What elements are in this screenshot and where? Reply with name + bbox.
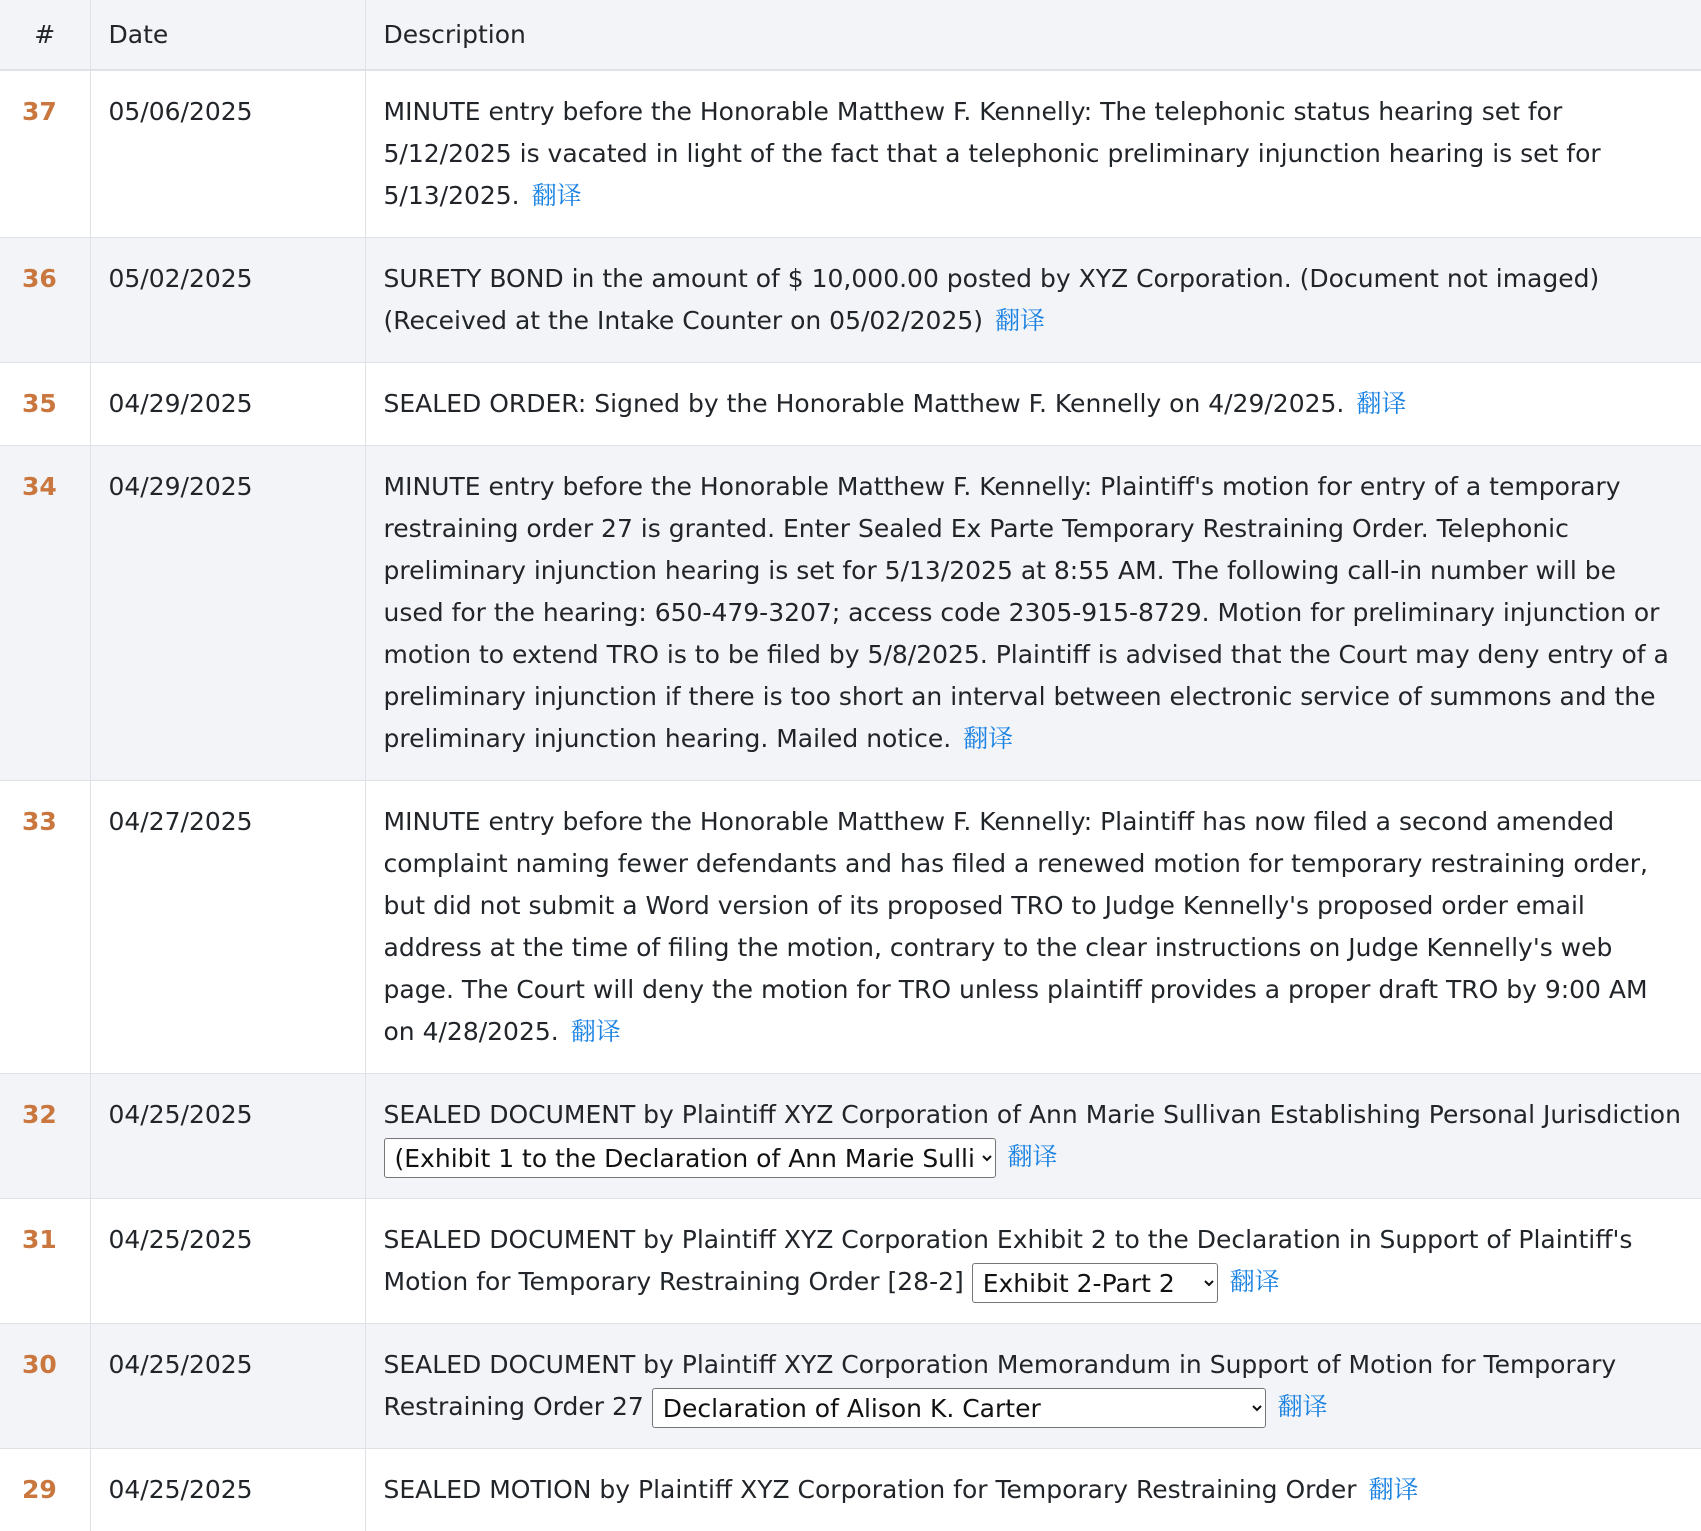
entry-date: 04/25/2025 — [90, 1074, 365, 1199]
entry-number: 35 — [0, 363, 90, 446]
entry-description — [365, 70, 1701, 238]
entry-description — [365, 1199, 1701, 1324]
table-row — [0, 446, 1701, 781]
attachment-select[interactable] — [384, 1138, 996, 1178]
entry-description — [365, 363, 1701, 446]
entry-text: MINUTE entry before the Honorable Matthew F. Kennelly: The telephonic status hearing set for 5/12/2025 is vacated in light of the fact that a telephonic preliminary injunction hearing is set for 5/13/2025. — [384, 97, 1601, 210]
entry-date: 04/25/2025 — [90, 1449, 365, 1531]
table-row — [0, 238, 1701, 363]
entry-number: 34 — [0, 446, 90, 781]
table-row — [0, 1074, 1701, 1199]
translate-link[interactable]: 翻译 — [1007, 1142, 1057, 1171]
attachment-select[interactable] — [652, 1388, 1266, 1428]
entry-date: 04/27/2025 — [90, 781, 365, 1074]
table-row — [0, 781, 1701, 1074]
translate-link[interactable]: 翻译 — [571, 1017, 621, 1046]
entry-description — [365, 446, 1701, 781]
entry-number: 37 — [0, 70, 90, 238]
entry-description — [365, 238, 1701, 363]
table-row — [0, 1199, 1701, 1324]
translate-link[interactable]: 翻译 — [1278, 1392, 1328, 1421]
entry-description — [365, 1074, 1701, 1199]
translate-link[interactable]: 翻译 — [532, 181, 582, 210]
attachment-select[interactable] — [972, 1263, 1218, 1303]
translate-link[interactable]: 翻译 — [1356, 389, 1406, 418]
entry-number: 30 — [0, 1324, 90, 1449]
table-header-row — [0, 0, 1701, 70]
entry-text: MINUTE entry before the Honorable Matthew F. Kennelly: Plaintiff's motion for entry of a temporary restraining order 27 is granted. Enter Sealed Ex Parte Temporary Restraining Order. Telephonic preliminary injunction hearing is set for 5/13/2025 at 8:55 AM. The following call-in number will be used for the hearing: 650-479-3207; access code 2305-915-8729. Motion for preliminary injunction or motion to extend TRO is to be filed by 5/8/2025. Plaintiff is advised that the Court may deny entry of a preliminary injunction if there is too short an interval between electronic service of summons and the preliminary injunction hearing. Mailed notice. — [384, 472, 1669, 753]
entry-date: 04/25/2025 — [90, 1324, 365, 1449]
entry-text: SURETY BOND in the amount of $ 10,000.00 posted by XYZ Corporation. (Document not imaged) (Received at the Intake Counter on 05/02/2025) — [384, 264, 1600, 335]
entry-text: SEALED DOCUMENT by Plaintiff XYZ Corporation of Ann Marie Sullivan Establishing Personal Jurisdiction — [384, 1100, 1681, 1129]
header-description: Description — [365, 0, 1701, 70]
entry-date: 05/02/2025 — [90, 238, 365, 363]
entry-number: 31 — [0, 1199, 90, 1324]
translate-link[interactable]: 翻译 — [1368, 1475, 1418, 1504]
header-date: Date — [90, 0, 365, 70]
entry-text: SEALED MOTION by Plaintiff XYZ Corporation for Temporary Restraining Order — [384, 1475, 1357, 1504]
entry-text: MINUTE entry before the Honorable Matthew F. Kennelly: Plaintiff has now filed a second amended complaint naming fewer defendants and has filed a renewed motion for temporary restraining order, but did not submit a Word version of its proposed TRO to Judge Kennelly's proposed order email address at the time of filing the motion, contrary to the clear instructions on Judge Kennelly's web page. The Court will deny the motion for TRO unless plaintiff provides a proper draft TRO by 9:00 AM on 4/28/2025. — [384, 807, 1648, 1046]
translate-link[interactable]: 翻译 — [963, 724, 1013, 753]
entry-description — [365, 1449, 1701, 1531]
entry-number: 36 — [0, 238, 90, 363]
entry-text: SEALED ORDER: Signed by the Honorable Matthew F. Kennelly on 4/29/2025. — [384, 389, 1345, 418]
entry-description — [365, 1324, 1701, 1449]
entry-date: 05/06/2025 — [90, 70, 365, 238]
header-number: # — [0, 0, 90, 70]
entry-date: 04/29/2025 — [90, 363, 365, 446]
entry-number: 32 — [0, 1074, 90, 1199]
translate-link[interactable]: 翻译 — [1230, 1267, 1280, 1296]
entry-text: SEALED DOCUMENT by Plaintiff XYZ Corporation Exhibit 2 to the Declaration in Support of Plaintiff's Motion for Temporary Restraining Order [28-2] — [384, 1225, 1633, 1296]
table-row — [0, 363, 1701, 446]
entry-description — [365, 781, 1701, 1074]
table-row — [0, 1449, 1701, 1531]
translate-link[interactable]: 翻译 — [995, 306, 1045, 335]
table-row — [0, 70, 1701, 238]
entry-date: 04/25/2025 — [90, 1199, 365, 1324]
entry-number: 33 — [0, 781, 90, 1074]
entry-number: 29 — [0, 1449, 90, 1531]
entry-text: SEALED DOCUMENT by Plaintiff XYZ Corporation Memorandum in Support of Motion for Temporary Restraining Order 27 — [384, 1350, 1617, 1421]
entry-date: 04/29/2025 — [90, 446, 365, 781]
table-row — [0, 1324, 1701, 1449]
